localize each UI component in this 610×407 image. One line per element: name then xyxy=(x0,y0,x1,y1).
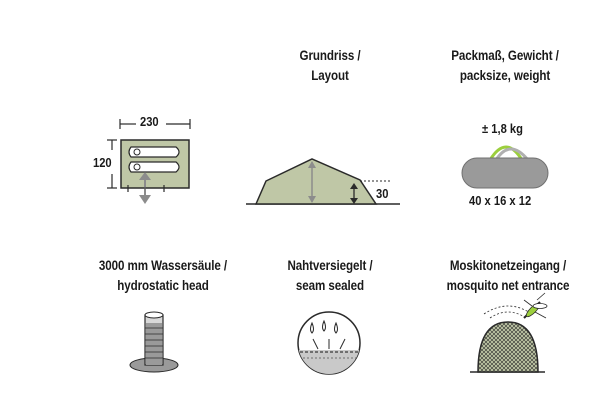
hydro-title-line2: hydrostatic head xyxy=(117,278,209,293)
floor-depth-label: 120 xyxy=(93,155,112,170)
height-side-label: 30 xyxy=(376,186,389,201)
layout-title-line1: Grundriss / xyxy=(299,48,361,63)
seam-title-line2: seam sealed xyxy=(295,278,365,293)
mosquito-title-line1: Moskitonetzeingang / xyxy=(449,258,567,273)
mosquito-title-line2: mosquito net entrance xyxy=(446,278,570,293)
seam-title-line1: Nahtversiegelt / xyxy=(287,258,373,273)
pack-title-line2: packsize, weight xyxy=(459,68,551,83)
floor-width-label: 230 xyxy=(140,114,159,129)
pack-dimensions-label: 40 x 16 x 12 xyxy=(469,193,532,208)
weight-label: ± 1,8 kg xyxy=(482,121,523,136)
pack-title-line1: Packmaß, Gewicht / xyxy=(451,48,559,63)
layout-title-line2: Layout xyxy=(311,68,349,83)
hydro-title-line1: 3000 mm Wassersäule / xyxy=(98,258,228,273)
